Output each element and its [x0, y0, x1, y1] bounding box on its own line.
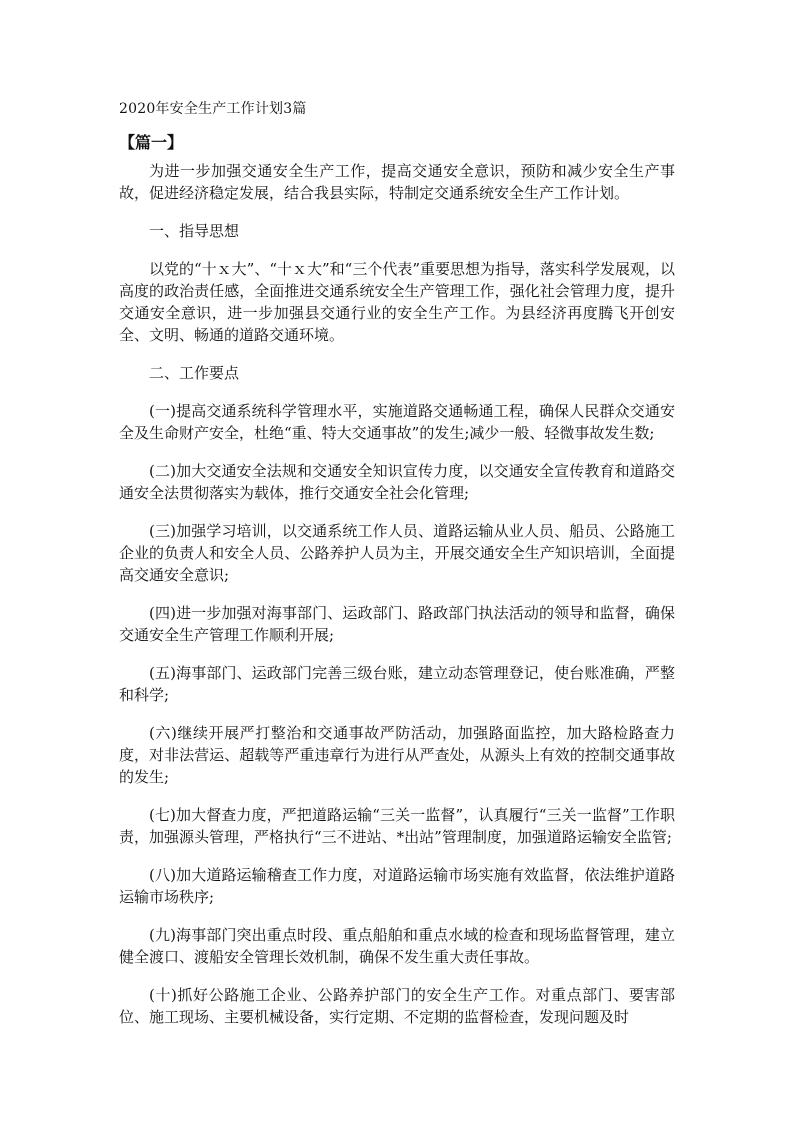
- paragraph-intro: 为进一步加强交通安全生产工作，提高交通安全意识，预防和减少安全生产事故，促进经济稳定发展，结合我县实际，特制定交通系统安全生产工作计划。: [119, 162, 675, 202]
- work-point-10: (十)抓好公路施工企业、公路养护部门的安全生产工作。对重点部门、要害部位、施工现场、主要机械设备，实行定期、不定期的监督检查，发现问题及时: [119, 986, 675, 1026]
- document-body: [119, 160, 675, 1044]
- paragraph-guiding-ideology: 以党的“十ｘ大”、“十ｘ大”和“三个代表”重要思想为指导，落实科学发展观，以高度的政治责任感，全面推进交通系统安全生产管理工作，强化社会管理力度，提升交通安全意识，进一步加强县交通行业的安全生产工作。为县经济再度腾飞开创安全、文明、畅通的道路交通环境。: [119, 260, 676, 344]
- work-point-5: (五)海事部门、运政部门完善三级台账，建立动态管理登记，使台账准确，严整和科学;: [119, 664, 675, 704]
- work-point-9: (九)海事部门突出重点时段、重点船舶和重点水域的检查和现场监督管理，建立健全渡口、渡船安全管理长效机制，确保不发生重大责任事故。: [119, 926, 675, 966]
- work-point-7: (七)加大督查力度，严把道路运输“三关一监督”，认真履行“三关一监督”工作职责，加强源头管理，严格执行“三不进站、*出站”管理制度，加强道路运输安全监管;: [119, 806, 675, 846]
- heading-guiding-ideology: 一、指导思想: [149, 222, 240, 240]
- document-title: 2020年安全生产工作计划3篇: [119, 101, 307, 117]
- work-point-8: (八)加大道路运输稽查工作力度，对道路运输市场实施有效监督，依法维护道路运输市场秩序;: [119, 866, 675, 906]
- work-point-2: (二)加大交通安全法规和交通安全知识宣传力度，以交通安全宣传教育和道路交通安全法贯彻落实为载体，推行交通安全社会化管理;: [119, 462, 675, 502]
- work-point-4: (四)进一步加强对海事部门、运政部门、路政部门执法活动的领导和监督，确保交通安全生产管理工作顺利开展;: [119, 604, 675, 644]
- work-point-3: (三)加强学习培训，以交通系统工作人员、道路运输从业人员、船员、公路施工企业的负责人和安全人员、公路养护人员为主，开展交通安全生产知识培训，全面提高交通安全意识;: [119, 522, 675, 584]
- work-point-1: (一)提高交通系统科学管理水平，实施道路交通畅通工程，确保人民群众交通安全及生命财产安全，杜绝“重、特大交通事故”的发生;减少一般、轻微事故发生数;: [119, 402, 675, 442]
- section-heading: 【篇一】: [119, 133, 184, 152]
- work-point-6: (六)继续开展严打整治和交通事故严防活动，加强路面监控，加大路检路查力度，对非法营运、超载等严重违章行为进行从严查处，从源头上有效的控制交通事故的发生;: [119, 724, 675, 786]
- heading-work-points: 二、工作要点: [149, 364, 240, 382]
